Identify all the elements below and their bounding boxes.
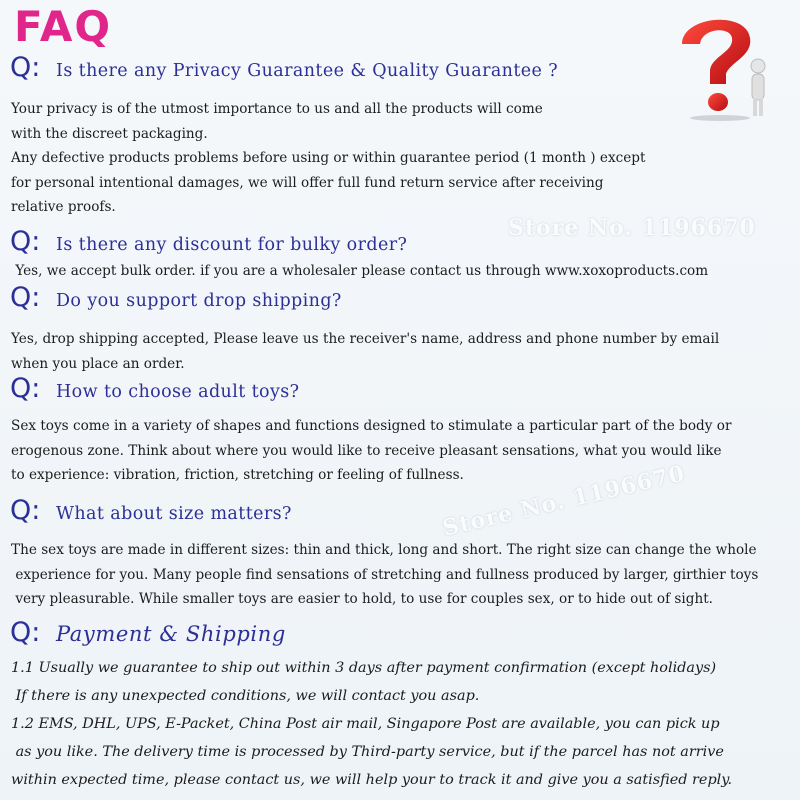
faq-answer-6: 1.1 Usually we guarantee to ship out within 3 days after payment confirmation (except holidays) If there is any unexpected conditions, we will contact you asap. 1.2 EMS, DHL, UPS, E-Packet, China Post air mail, Singapore Post are available, you can pick up as you like. The delivery time is processed by Third-party service, but if the parcel has not arrive within expected time, please contact us, we will help your to track it and give you a satisfied reply.	[11, 660, 733, 788]
question-text: Payment & Shipping	[56, 622, 286, 646]
faq-question-4	[10, 373, 299, 404]
faq-title: FAQ	[14, 2, 113, 51]
question-text: Do you support drop shipping?	[56, 291, 342, 311]
question-text: What about size matters?	[56, 504, 292, 524]
faq-question-1	[10, 52, 558, 83]
faq-question-6	[10, 617, 286, 648]
question-text: How to choose adult toys?	[56, 382, 300, 402]
question-text: Is there any Privacy Guarantee & Quality Guarantee ?	[56, 61, 559, 81]
q-mark: Q:	[10, 495, 41, 526]
q-mark: Q:	[10, 282, 41, 313]
question-text: Is there any discount for bulky order?	[56, 235, 408, 255]
faq-question-5	[10, 495, 292, 526]
faq-answer-3: Yes, drop shipping accepted, Please leave us the receiver's name, address and phone number by email when you place an order.	[11, 331, 720, 372]
q-mark: Q:	[10, 617, 41, 648]
store-watermark: Store No. 1196670	[508, 215, 756, 241]
faq-answer-4: Sex toys come in a variety of shapes and functions designed to stimulate a particular part of the body or erogenous zone. Think about where you would like to receive pleasant sensations, what you would like to experience: vibration, friction, stretching or feeling of fullness.	[11, 418, 732, 483]
q-mark: Q:	[10, 226, 41, 257]
q-mark: Q:	[10, 373, 41, 404]
question-mark-figure-icon	[660, 4, 780, 124]
faq-answer-5: The sex toys are made in different sizes: thin and thick, long and short. The right size can change the whole experience for you. Many people find sensations of stretching and fullness produced by larger, girthier toys very pleasurable. While smaller toys are easier to hold, to use for couples sex, or to hide out of sight.	[11, 542, 759, 607]
faq-answer-1: Your privacy is of the utmost importance to us and all the products will come with the discreet packaging. Any defective products problems before using or within guarantee period (1 month ) except for personal intentional damages, we will offer full fund return service after receiving relative proofs.	[11, 101, 646, 215]
q-mark: Q:	[10, 52, 41, 83]
faq-answer-2: Yes, we accept bulk order. if you are a wholesaler please contact us through www.xoxoproducts.com	[11, 263, 709, 279]
faq-question-3	[10, 282, 342, 313]
faq-question-2	[10, 226, 407, 257]
store-watermark-2: Store No. 1196670	[440, 460, 688, 542]
